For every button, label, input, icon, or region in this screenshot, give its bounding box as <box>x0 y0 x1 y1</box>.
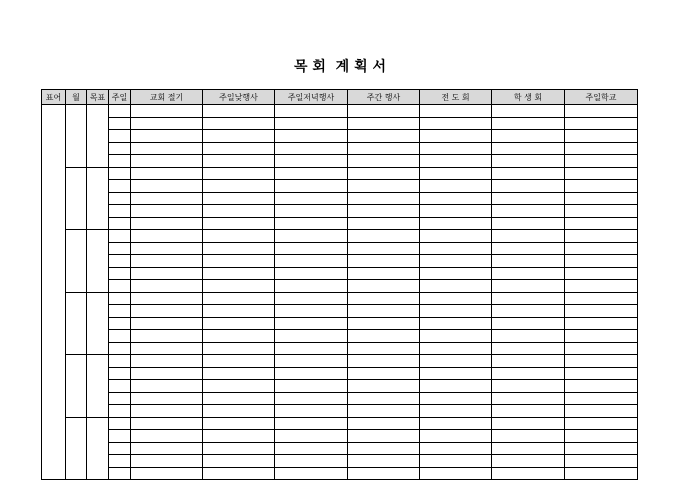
cell-mission-society <box>420 342 492 355</box>
cell-sunday <box>109 392 131 405</box>
cell-weekly-event <box>348 442 420 455</box>
cell-mission-society <box>420 242 492 255</box>
cell-student-group <box>492 105 565 118</box>
table-row <box>42 417 638 430</box>
cell-month <box>66 417 87 480</box>
cell-sunday <box>109 130 131 143</box>
cell-church-season <box>131 455 203 468</box>
cell-sunday-evening-event <box>275 380 348 393</box>
cell-sunday-school <box>565 317 638 330</box>
cell-student-group <box>492 117 565 130</box>
cell-sunday-school <box>565 330 638 343</box>
cell-sunday <box>109 117 131 130</box>
cell-sunday-school <box>565 192 638 205</box>
cell-sunday-day-event <box>203 267 275 280</box>
cell-goal <box>87 417 109 480</box>
col-header-sunday-evening-event: 주일저녁행사 <box>275 90 348 105</box>
cell-weekly-event <box>348 330 420 343</box>
cell-student-group <box>492 167 565 180</box>
cell-sunday <box>109 342 131 355</box>
cell-sunday-evening-event <box>275 330 348 343</box>
cell-church-season <box>131 105 203 118</box>
cell-church-season <box>131 355 203 368</box>
cell-student-group <box>492 342 565 355</box>
cell-weekly-event <box>348 255 420 268</box>
cell-student-group <box>492 355 565 368</box>
cell-sunday-evening-event <box>275 455 348 468</box>
cell-goal <box>87 105 109 168</box>
cell-church-season <box>131 342 203 355</box>
cell-goal <box>87 355 109 418</box>
cell-sunday-evening-event <box>275 430 348 443</box>
cell-sunday <box>109 455 131 468</box>
col-header-weekly-event: 주간 행사 <box>348 90 420 105</box>
cell-sunday-school <box>565 292 638 305</box>
cell-weekly-event <box>348 392 420 405</box>
cell-sunday <box>109 467 131 480</box>
cell-sunday-evening-event <box>275 280 348 293</box>
cell-mission-society <box>420 155 492 168</box>
cell-sunday-evening-event <box>275 130 348 143</box>
cell-sunday-school <box>565 342 638 355</box>
cell-sunday-day-event <box>203 380 275 393</box>
table-row <box>42 217 638 230</box>
cell-sunday <box>109 442 131 455</box>
cell-sunday-evening-event <box>275 317 348 330</box>
table-row <box>42 467 638 480</box>
cell-mission-society <box>420 367 492 380</box>
cell-sunday-school <box>565 280 638 293</box>
cell-sunday-day-event <box>203 192 275 205</box>
cell-sunday-day-event <box>203 142 275 155</box>
cell-sunday-school <box>565 205 638 218</box>
cell-sunday <box>109 105 131 118</box>
table-row <box>42 117 638 130</box>
cell-sunday-evening-event <box>275 217 348 230</box>
col-header-month: 월 <box>66 90 87 105</box>
cell-sunday-day-event <box>203 292 275 305</box>
cell-sunday-day-event <box>203 417 275 430</box>
cell-sunday-day-event <box>203 242 275 255</box>
cell-mission-society <box>420 305 492 318</box>
cell-sunday <box>109 280 131 293</box>
cell-motto <box>42 105 66 480</box>
header-row <box>42 90 638 105</box>
cell-church-season <box>131 430 203 443</box>
col-header-sunday: 주일 <box>109 90 131 105</box>
cell-weekly-event <box>348 342 420 355</box>
cell-student-group <box>492 267 565 280</box>
cell-sunday-school <box>565 467 638 480</box>
cell-church-season <box>131 130 203 143</box>
col-header-sunday-day-event: 주일낮행사 <box>203 90 275 105</box>
col-header-goal: 목표 <box>87 90 109 105</box>
cell-sunday-school <box>565 305 638 318</box>
cell-church-season <box>131 167 203 180</box>
cell-weekly-event <box>348 117 420 130</box>
col-header-student-group: 학 생 회 <box>492 90 565 105</box>
cell-weekly-event <box>348 205 420 218</box>
table-row <box>42 267 638 280</box>
table-row <box>42 280 638 293</box>
cell-weekly-event <box>348 192 420 205</box>
cell-weekly-event <box>348 130 420 143</box>
cell-church-season <box>131 405 203 418</box>
cell-sunday-school <box>565 367 638 380</box>
cell-sunday-evening-event <box>275 255 348 268</box>
table-row <box>42 292 638 305</box>
cell-student-group <box>492 155 565 168</box>
cell-sunday-day-event <box>203 442 275 455</box>
cell-mission-society <box>420 230 492 243</box>
table-row <box>42 380 638 393</box>
cell-weekly-event <box>348 405 420 418</box>
cell-sunday-day-event <box>203 205 275 218</box>
cell-sunday-day-event <box>203 217 275 230</box>
page-title: 목 회 계 획 서 <box>294 59 386 75</box>
cell-sunday-evening-event <box>275 392 348 405</box>
cell-sunday <box>109 180 131 193</box>
cell-sunday <box>109 355 131 368</box>
cell-sunday-evening-event <box>275 242 348 255</box>
cell-sunday-day-event <box>203 230 275 243</box>
cell-mission-society <box>420 205 492 218</box>
cell-mission-society <box>420 280 492 293</box>
cell-sunday <box>109 330 131 343</box>
cell-sunday <box>109 317 131 330</box>
cell-sunday-school <box>565 355 638 368</box>
table-row <box>42 242 638 255</box>
cell-weekly-event <box>348 305 420 318</box>
table-row <box>42 230 638 243</box>
cell-sunday-day-event <box>203 367 275 380</box>
cell-sunday-day-event <box>203 280 275 293</box>
cell-church-season <box>131 255 203 268</box>
cell-church-season <box>131 442 203 455</box>
cell-mission-society <box>420 142 492 155</box>
cell-sunday-school <box>565 405 638 418</box>
cell-weekly-event <box>348 430 420 443</box>
cell-weekly-event <box>348 380 420 393</box>
cell-sunday <box>109 430 131 443</box>
cell-sunday <box>109 155 131 168</box>
plan-body <box>42 105 638 480</box>
cell-mission-society <box>420 180 492 193</box>
cell-mission-society <box>420 192 492 205</box>
cell-sunday-day-event <box>203 305 275 318</box>
cell-weekly-event <box>348 417 420 430</box>
cell-sunday-school <box>565 130 638 143</box>
cell-sunday <box>109 242 131 255</box>
cell-church-season <box>131 267 203 280</box>
cell-weekly-event <box>348 317 420 330</box>
cell-goal <box>87 292 109 355</box>
cell-student-group <box>492 130 565 143</box>
cell-sunday-day-event <box>203 105 275 118</box>
cell-sunday-school <box>565 380 638 393</box>
table-row <box>42 167 638 180</box>
cell-church-season <box>131 317 203 330</box>
cell-sunday-evening-event <box>275 205 348 218</box>
cell-student-group <box>492 330 565 343</box>
cell-sunday-evening-event <box>275 405 348 418</box>
cell-weekly-event <box>348 105 420 118</box>
cell-church-season <box>131 305 203 318</box>
cell-church-season <box>131 180 203 193</box>
cell-church-season <box>131 242 203 255</box>
cell-mission-society <box>420 455 492 468</box>
cell-sunday-school <box>565 155 638 168</box>
cell-mission-society <box>420 330 492 343</box>
cell-church-season <box>131 117 203 130</box>
cell-sunday-evening-event <box>275 355 348 368</box>
cell-sunday-evening-event <box>275 230 348 243</box>
cell-sunday-day-event <box>203 330 275 343</box>
cell-mission-society <box>420 467 492 480</box>
table-row <box>42 405 638 418</box>
table-row <box>42 205 638 218</box>
cell-sunday-evening-event <box>275 117 348 130</box>
cell-student-group <box>492 317 565 330</box>
cell-sunday-school <box>565 392 638 405</box>
cell-weekly-event <box>348 180 420 193</box>
cell-sunday-evening-event <box>275 180 348 193</box>
cell-sunday-day-event <box>203 392 275 405</box>
cell-mission-society <box>420 317 492 330</box>
cell-sunday <box>109 405 131 418</box>
cell-weekly-event <box>348 455 420 468</box>
cell-mission-society <box>420 355 492 368</box>
cell-church-season <box>131 142 203 155</box>
cell-church-season <box>131 380 203 393</box>
cell-month <box>66 355 87 418</box>
cell-sunday-school <box>565 417 638 430</box>
cell-sunday <box>109 230 131 243</box>
cell-sunday-school <box>565 167 638 180</box>
cell-sunday-day-event <box>203 355 275 368</box>
cell-sunday-evening-event <box>275 142 348 155</box>
cell-sunday-evening-event <box>275 467 348 480</box>
cell-sunday-day-event <box>203 180 275 193</box>
cell-church-season <box>131 205 203 218</box>
cell-weekly-event <box>348 467 420 480</box>
cell-student-group <box>492 230 565 243</box>
cell-church-season <box>131 192 203 205</box>
table-row <box>42 442 638 455</box>
cell-student-group <box>492 180 565 193</box>
cell-student-group <box>492 280 565 293</box>
cell-sunday-school <box>565 267 638 280</box>
cell-church-season <box>131 217 203 230</box>
cell-student-group <box>492 217 565 230</box>
cell-student-group <box>492 367 565 380</box>
cell-student-group <box>492 417 565 430</box>
cell-church-season <box>131 330 203 343</box>
cell-mission-society <box>420 380 492 393</box>
cell-student-group <box>492 430 565 443</box>
cell-goal <box>87 167 109 230</box>
cell-sunday-day-event <box>203 405 275 418</box>
cell-sunday <box>109 255 131 268</box>
table-row <box>42 317 638 330</box>
cell-sunday-school <box>565 255 638 268</box>
cell-student-group <box>492 305 565 318</box>
cell-mission-society <box>420 417 492 430</box>
cell-weekly-event <box>348 242 420 255</box>
cell-weekly-event <box>348 167 420 180</box>
cell-student-group <box>492 142 565 155</box>
cell-sunday-school <box>565 230 638 243</box>
cell-church-season <box>131 392 203 405</box>
cell-sunday-evening-event <box>275 367 348 380</box>
cell-sunday-day-event <box>203 167 275 180</box>
cell-sunday <box>109 417 131 430</box>
cell-church-season <box>131 280 203 293</box>
cell-weekly-event <box>348 280 420 293</box>
table-row <box>42 255 638 268</box>
cell-mission-society <box>420 430 492 443</box>
cell-sunday <box>109 217 131 230</box>
table-row <box>42 305 638 318</box>
cell-sunday-evening-event <box>275 417 348 430</box>
cell-student-group <box>492 392 565 405</box>
table-row <box>42 192 638 205</box>
cell-sunday-day-event <box>203 155 275 168</box>
cell-sunday-evening-event <box>275 167 348 180</box>
table-row <box>42 342 638 355</box>
col-header-mission-society: 전 도 회 <box>420 90 492 105</box>
cell-student-group <box>492 380 565 393</box>
cell-sunday-day-event <box>203 467 275 480</box>
cell-student-group <box>492 292 565 305</box>
cell-sunday <box>109 367 131 380</box>
cell-sunday <box>109 267 131 280</box>
table-row <box>42 367 638 380</box>
cell-sunday <box>109 305 131 318</box>
table-row <box>42 130 638 143</box>
cell-sunday <box>109 192 131 205</box>
cell-goal <box>87 230 109 293</box>
cell-mission-society <box>420 442 492 455</box>
plan-table <box>41 89 638 480</box>
cell-church-season <box>131 417 203 430</box>
col-header-motto: 표어 <box>42 90 66 105</box>
col-header-church-season: 교회 절기 <box>131 90 203 105</box>
cell-sunday-evening-event <box>275 192 348 205</box>
cell-sunday-school <box>565 430 638 443</box>
cell-sunday-school <box>565 117 638 130</box>
cell-sunday-school <box>565 105 638 118</box>
cell-mission-society <box>420 267 492 280</box>
cell-mission-society <box>420 117 492 130</box>
cell-month <box>66 230 87 293</box>
table-row <box>42 330 638 343</box>
cell-sunday-school <box>565 180 638 193</box>
cell-weekly-event <box>348 355 420 368</box>
cell-sunday-evening-event <box>275 305 348 318</box>
cell-church-season <box>131 292 203 305</box>
cell-sunday-evening-event <box>275 155 348 168</box>
cell-sunday-day-event <box>203 342 275 355</box>
cell-sunday <box>109 292 131 305</box>
cell-student-group <box>492 255 565 268</box>
cell-sunday-day-event <box>203 255 275 268</box>
cell-church-season <box>131 467 203 480</box>
table-row <box>42 142 638 155</box>
cell-student-group <box>492 442 565 455</box>
cell-sunday-school <box>565 217 638 230</box>
cell-student-group <box>492 242 565 255</box>
cell-sunday <box>109 205 131 218</box>
cell-sunday-evening-event <box>275 292 348 305</box>
cell-sunday-school <box>565 142 638 155</box>
cell-sunday <box>109 380 131 393</box>
cell-sunday-evening-event <box>275 267 348 280</box>
cell-weekly-event <box>348 267 420 280</box>
cell-sunday-day-event <box>203 455 275 468</box>
cell-mission-society <box>420 217 492 230</box>
cell-mission-society <box>420 255 492 268</box>
cell-church-season <box>131 230 203 243</box>
cell-sunday-school <box>565 242 638 255</box>
table-row <box>42 455 638 468</box>
cell-sunday-evening-event <box>275 105 348 118</box>
cell-month <box>66 105 87 168</box>
cell-sunday-day-event <box>203 117 275 130</box>
table-row <box>42 392 638 405</box>
col-header-sunday-school: 주일학교 <box>565 90 638 105</box>
cell-sunday <box>109 167 131 180</box>
table-row <box>42 180 638 193</box>
cell-student-group <box>492 205 565 218</box>
cell-mission-society <box>420 105 492 118</box>
cell-sunday-day-event <box>203 317 275 330</box>
cell-sunday-school <box>565 442 638 455</box>
cell-sunday-evening-event <box>275 442 348 455</box>
cell-mission-society <box>420 167 492 180</box>
cell-weekly-event <box>348 292 420 305</box>
cell-mission-society <box>420 130 492 143</box>
cell-church-season <box>131 155 203 168</box>
cell-mission-society <box>420 392 492 405</box>
cell-student-group <box>492 467 565 480</box>
table-row <box>42 155 638 168</box>
cell-weekly-event <box>348 155 420 168</box>
cell-sunday <box>109 142 131 155</box>
cell-weekly-event <box>348 230 420 243</box>
cell-church-season <box>131 367 203 380</box>
cell-mission-society <box>420 405 492 418</box>
cell-sunday-school <box>565 455 638 468</box>
cell-student-group <box>492 455 565 468</box>
cell-weekly-event <box>348 217 420 230</box>
cell-student-group <box>492 192 565 205</box>
cell-weekly-event <box>348 367 420 380</box>
cell-weekly-event <box>348 142 420 155</box>
cell-month <box>66 167 87 230</box>
cell-mission-society <box>420 292 492 305</box>
cell-sunday-evening-event <box>275 342 348 355</box>
cell-sunday-day-event <box>203 430 275 443</box>
table-row <box>42 355 638 368</box>
cell-sunday-day-event <box>203 130 275 143</box>
table-row <box>42 430 638 443</box>
cell-month <box>66 292 87 355</box>
table-row <box>42 105 638 118</box>
cell-student-group <box>492 405 565 418</box>
